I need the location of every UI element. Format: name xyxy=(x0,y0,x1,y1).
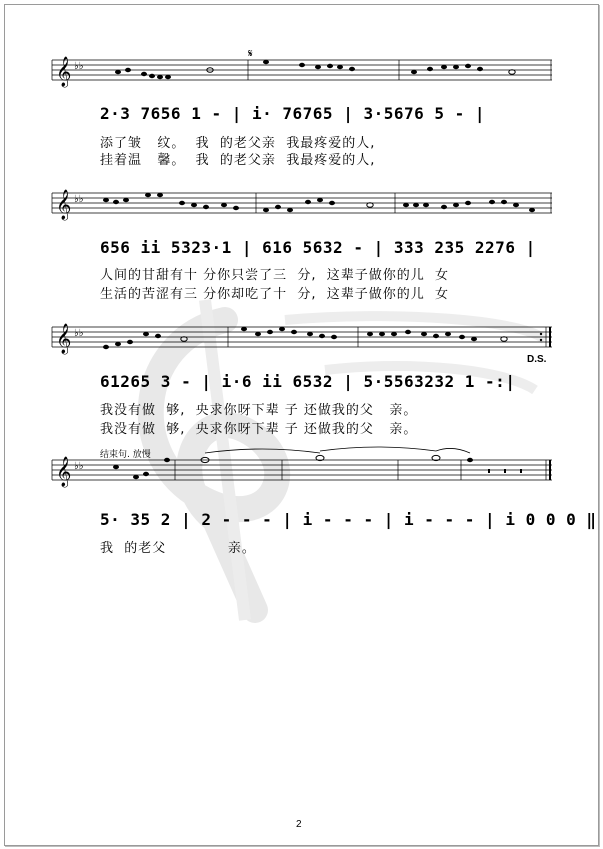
svg-text:𝄋: 𝄋 xyxy=(248,47,253,60)
svg-text:♭♭: ♭♭ xyxy=(74,61,84,72)
lyric-line-1a: 添了皱 纹。 我 的老父亲 我最疼爱的人, xyxy=(100,136,376,151)
lyric-line-3a: 我没有做 够, 央求你呀下辈 子 还做我的父 亲。 xyxy=(100,403,418,418)
lyric-line-3b: 我没有做 够, 央求你呀下辈 子 还做我的父 亲。 xyxy=(100,422,418,437)
svg-text:♭♭: ♭♭ xyxy=(74,461,84,472)
staff-system-4 xyxy=(52,455,552,485)
lyric-line-2b: 生活的苦涩有三 分你却吃了十 分, 这辈子做你的儿 女 xyxy=(100,287,450,302)
staff-system-2 xyxy=(52,188,552,218)
svg-text:♭♭: ♭♭ xyxy=(74,194,84,205)
jianpu-line-2: 656 ii 5323·1 | 616 5632 - | 333 235 2276 | xyxy=(100,238,536,257)
svg-text:𝄞: 𝄞 xyxy=(56,190,72,220)
lyric-line-1b: 挂着温 馨。 我 的老父亲 我最疼爱的人, xyxy=(100,153,376,168)
svg-text:𝄞: 𝄞 xyxy=(56,57,72,87)
lyric-line-2a: 人间的甘甜有十 分你只尝了三 分, 这辈子做你的儿 女 xyxy=(100,268,450,283)
jianpu-line-1: 2·3 7656 1 - | i· 76765 | 3·5676 5 - | xyxy=(100,104,486,123)
lyric-line-4a: 我 的老父 亲。 xyxy=(100,541,256,556)
jianpu-line-4: 5· 35 2 | 2 - - - | i - - - | i - - - | i 0 0 0 ‖ xyxy=(100,510,597,529)
jianpu-line-3: 61265 3 - | i·6 ii 6532 | 5·5563232 1 -:| xyxy=(100,372,516,391)
page-number: 2 xyxy=(296,819,302,830)
svg-text:♭♭: ♭♭ xyxy=(74,328,84,339)
svg-text:𝄞: 𝄞 xyxy=(56,324,72,354)
tempo-note: 结束句. 放慢 xyxy=(100,450,151,460)
staff-system-3 xyxy=(52,322,552,352)
ds-marking: D.S. xyxy=(527,354,547,365)
staff-system-1 xyxy=(52,47,552,87)
svg-text:𝄞: 𝄞 xyxy=(56,457,72,487)
